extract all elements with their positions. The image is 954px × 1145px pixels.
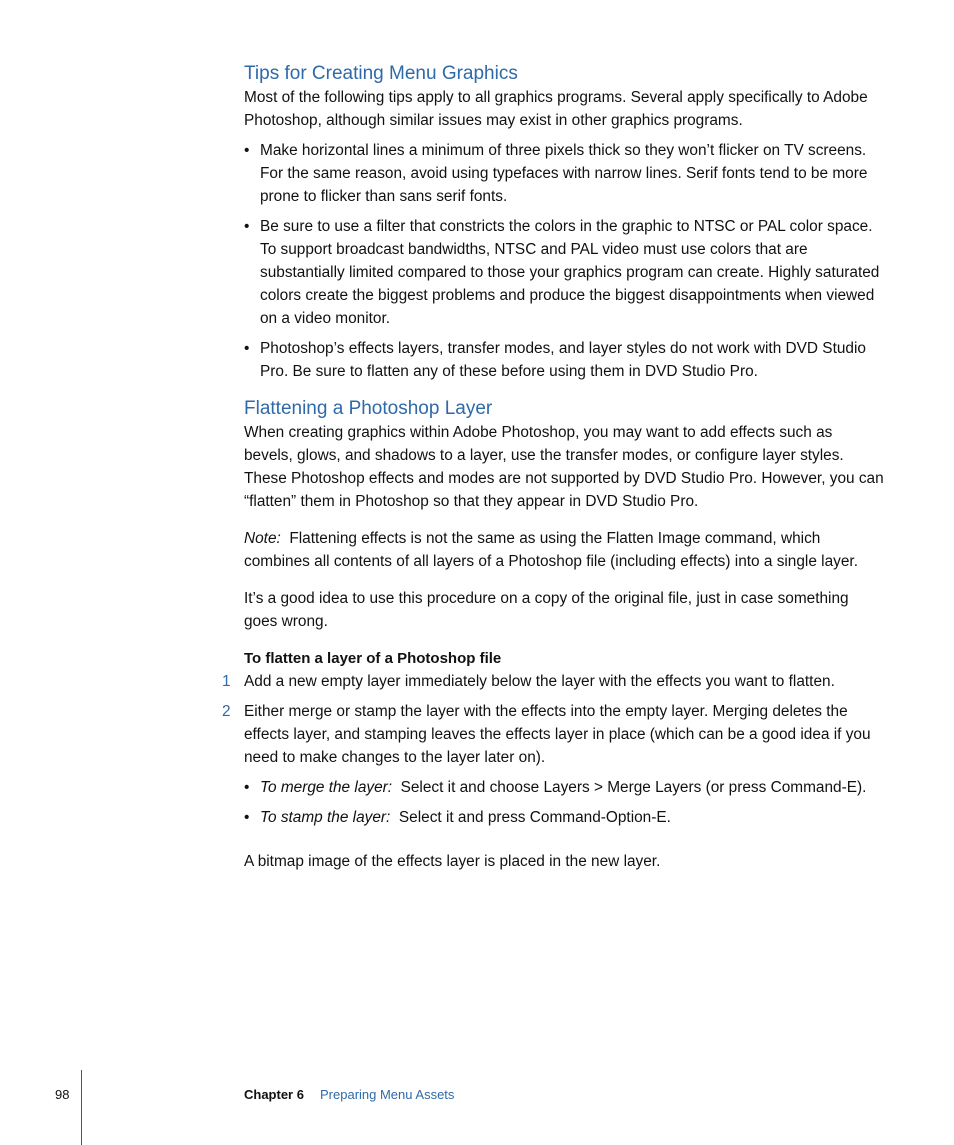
sub-bullet-list <box>244 776 884 829</box>
page-number: 98 <box>55 1087 70 1102</box>
sub-bullet-lead: To stamp the layer: <box>260 809 391 826</box>
flattening-intro-paragraph: When creating graphics within Adobe Photoshop, you may want to add effects such as bevels, glows, and shadows to a layer, use the transfer modes, or configure layer styles. These Photoshop effects and modes are not supported by DVD Studio Pro. However, you can “flatten” them in Photoshop so that they appear in DVD Studio Pro. <box>244 424 884 510</box>
tips-bullet-list <box>244 139 884 383</box>
steps-list <box>222 670 884 769</box>
step-number: 2 <box>222 703 231 720</box>
list-item <box>244 337 884 383</box>
list-item <box>244 776 884 799</box>
list-item <box>244 139 884 208</box>
bullet-text: Be sure to use a filter that constricts the colors in the graphic to NTSC or PAL color space. To support broadcast bandwidths, NTSC and PAL video must use colors that are substantially limited compared to those your graphics program can create. Highly saturated colors create the biggest problems and produce the biggest disappointments when viewed on a video monitor. <box>260 218 880 327</box>
step-text: Add a new empty layer immediately below the layer with the effects you want to flatten. <box>244 673 835 690</box>
step-item <box>222 670 884 693</box>
bullet-text: Make horizontal lines a minimum of three pixels thick so they won’t flicker on TV screens. For the same reason, avoid using typefaces with narrow lines. Serif fonts tend to be more prone to flicker than sans serif fonts. <box>260 142 868 205</box>
note-paragraph <box>244 527 884 573</box>
task-heading: To flatten a layer of a Photoshop file <box>244 650 502 667</box>
tip-paragraph: It’s a good idea to use this procedure on a copy of the original file, just in case something goes wrong. <box>244 590 849 630</box>
note-text: Flattening effects is not the same as using the Flatten Image command, which combines all contents of all layers of a Photoshop file (including effects) into a single layer. <box>244 530 858 570</box>
tips-intro-paragraph: Most of the following tips apply to all graphics programs. Several apply specifically to Adobe Photoshop, although similar issues may exist in other graphics programs. <box>244 89 868 129</box>
step-text: Either merge or stamp the layer with the effects into the empty layer. Merging deletes the effects layer, and stamping leaves the effects layer in place (which can be a good idea if you need to make changes to the layer later on). <box>244 703 871 766</box>
note-label: Note: <box>244 530 281 547</box>
step-number: 1 <box>222 673 231 690</box>
bullet-icon: • <box>244 809 250 826</box>
bullet-icon: • <box>244 218 250 235</box>
step-item <box>222 700 884 769</box>
section-heading-flattening: Flattening a Photoshop Layer <box>244 398 493 419</box>
list-item <box>244 215 884 330</box>
page-content <box>222 62 884 873</box>
bullet-icon: • <box>244 779 250 796</box>
list-item <box>244 806 884 829</box>
sub-bullet-text: Select it and choose Layers > Merge Layers (or press Command-E). <box>400 779 867 796</box>
bullet-icon: • <box>244 142 250 159</box>
footer-divider <box>81 1070 82 1145</box>
page-footer <box>0 1086 954 1116</box>
sub-bullet-lead: To merge the layer: <box>260 779 393 796</box>
chapter-label: Chapter 6 <box>244 1087 304 1102</box>
bullet-text: Photoshop’s effects layers, transfer modes, and layer styles do not work with DVD Studio Pro. Be sure to flatten any of these before using them in DVD Studio Pro. <box>260 340 866 380</box>
section-heading-tips: Tips for Creating Menu Graphics <box>244 63 518 84</box>
bullet-icon: • <box>244 340 250 357</box>
sub-bullet-text: Select it and press Command-Option-E. <box>398 809 671 826</box>
chapter-title: Preparing Menu Assets <box>320 1087 455 1102</box>
result-paragraph: A bitmap image of the effects layer is placed in the new layer. <box>244 853 661 870</box>
